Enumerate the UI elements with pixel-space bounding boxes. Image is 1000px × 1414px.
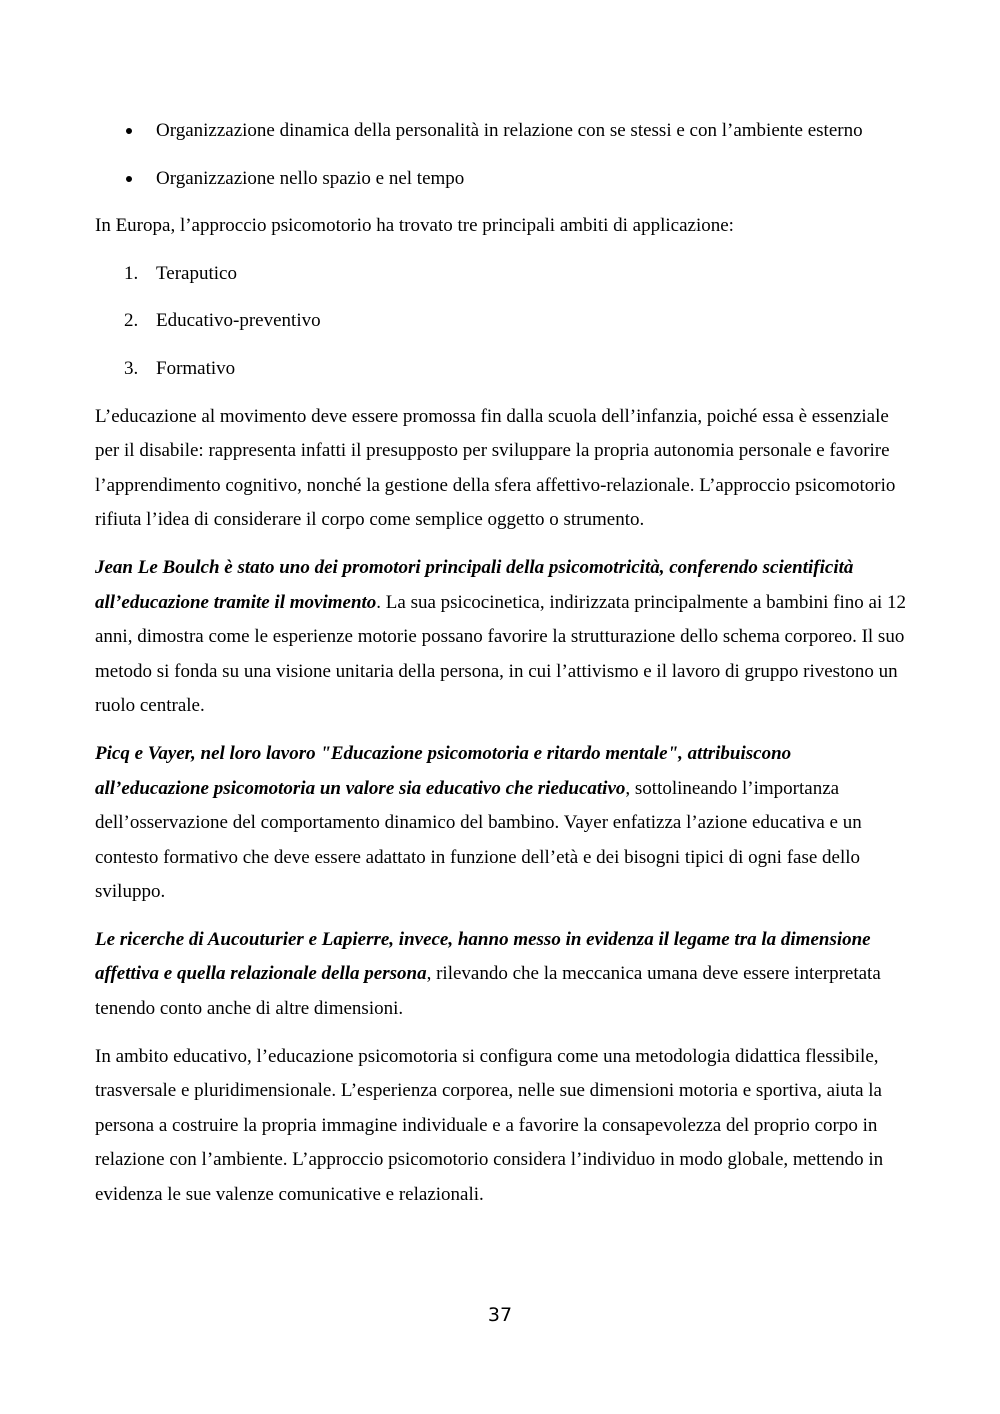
list-text: Teraputico	[156, 262, 237, 284]
numbered-list	[95, 257, 907, 387]
list-text: Educativo-preventivo	[156, 310, 321, 332]
emphasis-text: Jean Le Boulch è stato uno dei promotori principali della psicomotricità, conferendo scientificità all’educazione tramite il movimento	[95, 556, 854, 613]
page-content	[95, 114, 907, 1226]
body-text: , rilevando che la meccanica umana deve essere interpretata tenendo conto anche di altre dimensioni.	[95, 963, 881, 1020]
list-item	[95, 352, 907, 387]
body-text: , sottolineando l’importanza dell’osservazione del comportamento dinamico del bambino. Vayer enfatizza l’azione educativa e un contesto formativo che deve essere adattato in funzione dell’età e dei bisogni tipici di ogni fase dello sviluppo.	[95, 777, 862, 903]
body-text: . La sua psicocinetica, indirizzata principalmente a bambini fino ai 12 anni, dimostra come le esperienze motorie possano favorire la strutturazione dello schema corporeo. Il suo metodo si fonda su una visione unitaria della persona, in cui l’attivismo e il lavoro di gruppo rivestono un ruolo centrale.	[95, 591, 906, 717]
paragraph-le-boulch	[95, 551, 907, 724]
bullet-text: Organizzazione nello spazio e nel tempo	[156, 167, 465, 189]
list-number: 3.	[124, 357, 139, 379]
bullet-list	[95, 114, 907, 196]
intro-paragraph: In Europa, l’approccio psicomotorio ha trovato tre principali ambiti di applicazione:	[95, 215, 734, 237]
bullet-icon	[126, 176, 132, 182]
paragraph-picq-vayer	[95, 737, 907, 910]
list-item	[95, 304, 907, 339]
list-item	[95, 162, 907, 197]
bullet-text: Organizzazione dinamica della personalità in relazione con se stessi e con l’ambiente esterno	[156, 120, 863, 141]
paragraph-educational-scope: In ambito educativo, l’educazione psicomotoria si configura come una metodologia didattica flessibile, trasversale e pluridimensionale. L’esperienza corporea, nelle sue dimensioni motoria e sportiva, aiuta la persona a costruire la propria immagine individuale e a favorire la consapevolezza del proprio corpo in relazione con l’ambiente. L’approccio psicomotorio considera l’individuo in modo globale, mettendo in evidenza le sue valenze comunicative e relazionali.	[95, 1045, 884, 1206]
paragraph-aucouturier-lapierre	[95, 923, 907, 1027]
paragraph-movement-education: L’educazione al movimento deve essere promossa fin dalla scuola dell’infanzia, poiché essa è essenziale per il disabile: rappresenta infatti il presupposto per sviluppare la propria autonomia personale e favorire l’apprendimento cognitivo, nonché la gestione della sfera affettivo-relazionale. L’approccio psicomotorio rifiuta l’idea di considerare il corpo come semplice oggetto o strumento.	[95, 405, 896, 531]
page-number: 37	[487, 1304, 513, 1326]
list-number: 1.	[124, 262, 139, 284]
emphasis-text: Le ricerche di Aucouturier e Lapierre, invece, hanno messo in evidenza il legame tra la dimensione affettiva e quella relazionale della persona	[95, 928, 871, 985]
list-number: 2.	[124, 310, 139, 332]
emphasis-text: Picq e Vayer, nel loro lavoro "Educazione psicomotoria e ritardo mentale", attribuiscono all’educazione psicomotoria un valore sia educativo che rieducativo	[95, 742, 792, 799]
list-item	[95, 257, 907, 292]
list-text: Formativo	[156, 357, 236, 379]
list-item	[95, 114, 907, 149]
bullet-icon	[126, 128, 132, 134]
